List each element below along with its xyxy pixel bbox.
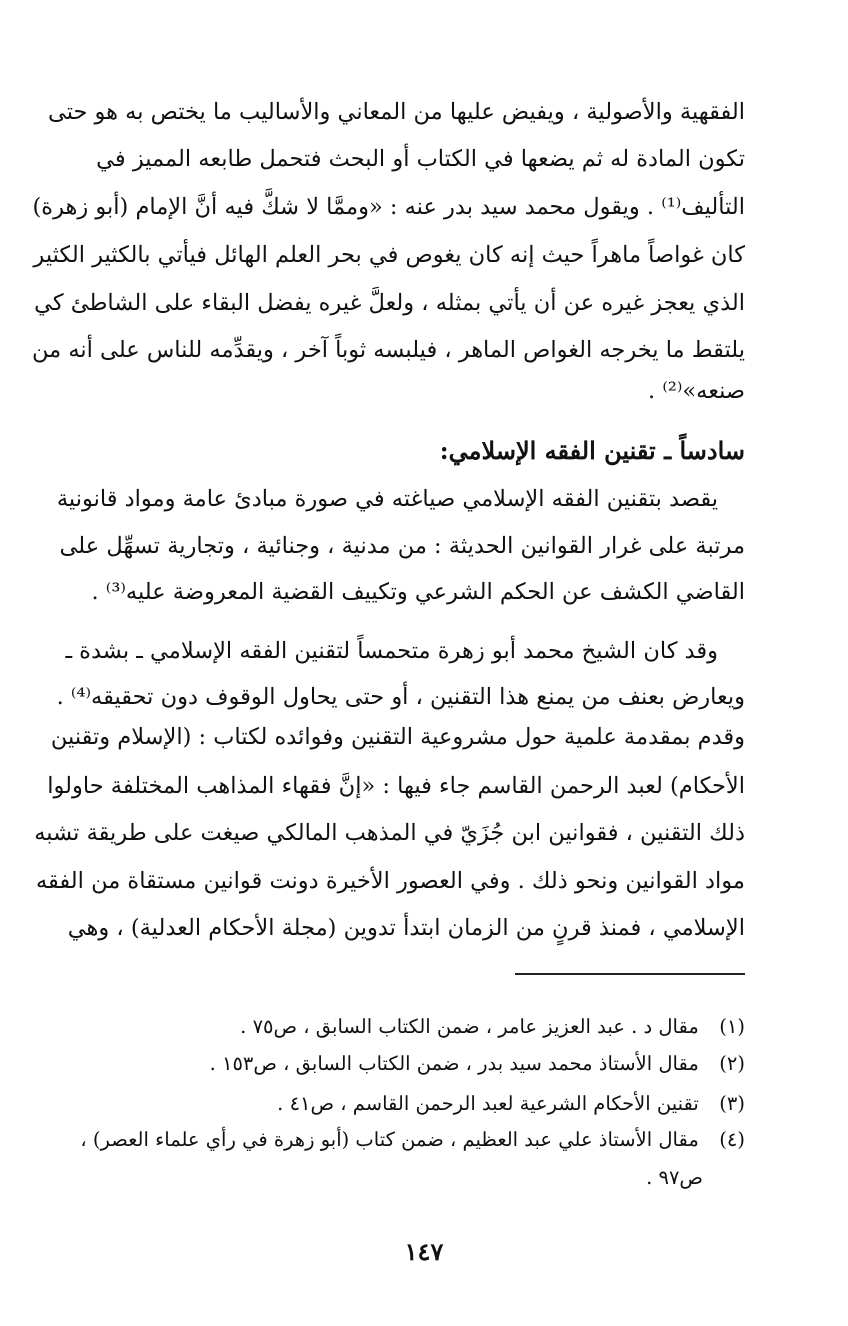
body-line: الإسلامي ، فمنذ قرنٍ من الزمان ابتدأ تدوين (مجلة الأحكام العدلية) ، وهي: [67, 915, 745, 941]
body-line: ذلك التقنين ، فقوانين ابن جُزَيّ في المذهب المالكي صيغت على طريقة تشبه: [34, 820, 745, 846]
footnote-number: (٢): [719, 1052, 745, 1075]
body-line: الفقهية والأصولية ، ويفيض عليها من المعاني والأساليب ما يختص به هو حتى: [47, 99, 745, 125]
body-line: صنعه»⁽²⁾ .: [648, 378, 745, 404]
footnote-text: تقنين الأحكام الشرعية لعبد الرحمن القاسم ، ص٤١ .: [277, 1092, 699, 1115]
body-line: الأحكام) لعبد الرحمن القاسم جاء فيها : «إنَّ فقهاء المذاهب المختلفة حاولوا: [47, 773, 745, 799]
footnote-continuation: ص٩٧ .: [646, 1166, 703, 1189]
body-line: مرتبة على غرار القوانين الحديثة : من مدنية ، وجنائية ، وتجارية تسهِّل على: [59, 533, 745, 559]
footnote-number: (١): [719, 1015, 745, 1038]
footnote-number: (٣): [719, 1092, 745, 1115]
body-line: تكون المادة له ثم يضعها في الكتاب أو البحث فتحمل طابعه المميز في: [96, 146, 745, 172]
body-line: الذي يعجز غيره عن أن يأتي بمثله ، ولعلَّ غيره يفضل البقاء على الشاطئ كي: [34, 290, 745, 316]
body-line: القاضي الكشف عن الحكم الشرعي وتكييف القضية المعروضة عليه⁽³⁾ .: [91, 579, 745, 605]
footnote-text: مقال الأستاذ محمد سيد بدر ، ضمن الكتاب السابق ، ص١٥٣ .: [209, 1052, 699, 1075]
page-number: ١٤٧: [404, 1237, 444, 1266]
body-line: وقدم بمقدمة علمية حول مشروعية التقنين وفوائده لكتاب : (الإسلام وتقنين: [50, 724, 745, 750]
footnote-text: مقال الأستاذ علي عبد العظيم ، ضمن كتاب (أبو زهرة في رأي علماء العصر) ،: [80, 1128, 699, 1151]
footnote-text: مقال د . عبد العزيز عامر ، ضمن الكتاب السابق ، ص٧٥ .: [240, 1015, 699, 1038]
footnote-divider: [515, 973, 745, 975]
body-line: مواد القوانين ونحو ذلك . وفي العصور الأخيرة دونت قوانين مستقاة من الفقه: [35, 868, 745, 894]
footnote: [105, 1090, 745, 1118]
section-heading: سادساً ـ تقنين الفقه الإسلامي:: [439, 436, 745, 465]
body-line: يلتقط ما يخرجه الغواص الماهر ، فيلبسه ثوباً آخر ، ويقدِّمه للناس على أنه من: [32, 337, 745, 363]
footnote: [105, 1013, 745, 1041]
body-line: وقد كان الشيخ محمد أبو زهرة متحمساً لتقنين الفقه الإسلامي ـ بشدة ـ: [65, 638, 718, 664]
footnote: [80, 1126, 745, 1154]
body-line: كان غواصاً ماهراً حيث إنه كان يغوص في بحر العلم الهائل فيأتي بالكثير الكثير: [33, 242, 745, 268]
body-line: يقصد بتقنين الفقه الإسلامي صياغته في صورة مبادئ عامة ومواد قانونية: [56, 486, 718, 512]
body-line: التأليف⁽¹⁾ . ويقول محمد سيد بدر عنه : «وممَّا لا شكَّ فيه أنَّ الإمام (أبو زهرة): [32, 194, 745, 220]
body-line: ويعارض بعنف من يمنع هذا التقنين ، أو حتى يحاول الوقوف دون تحقيقه⁽⁴⁾ .: [56, 684, 745, 710]
footnote-number: (٤): [719, 1128, 745, 1151]
footnote: [105, 1050, 745, 1078]
